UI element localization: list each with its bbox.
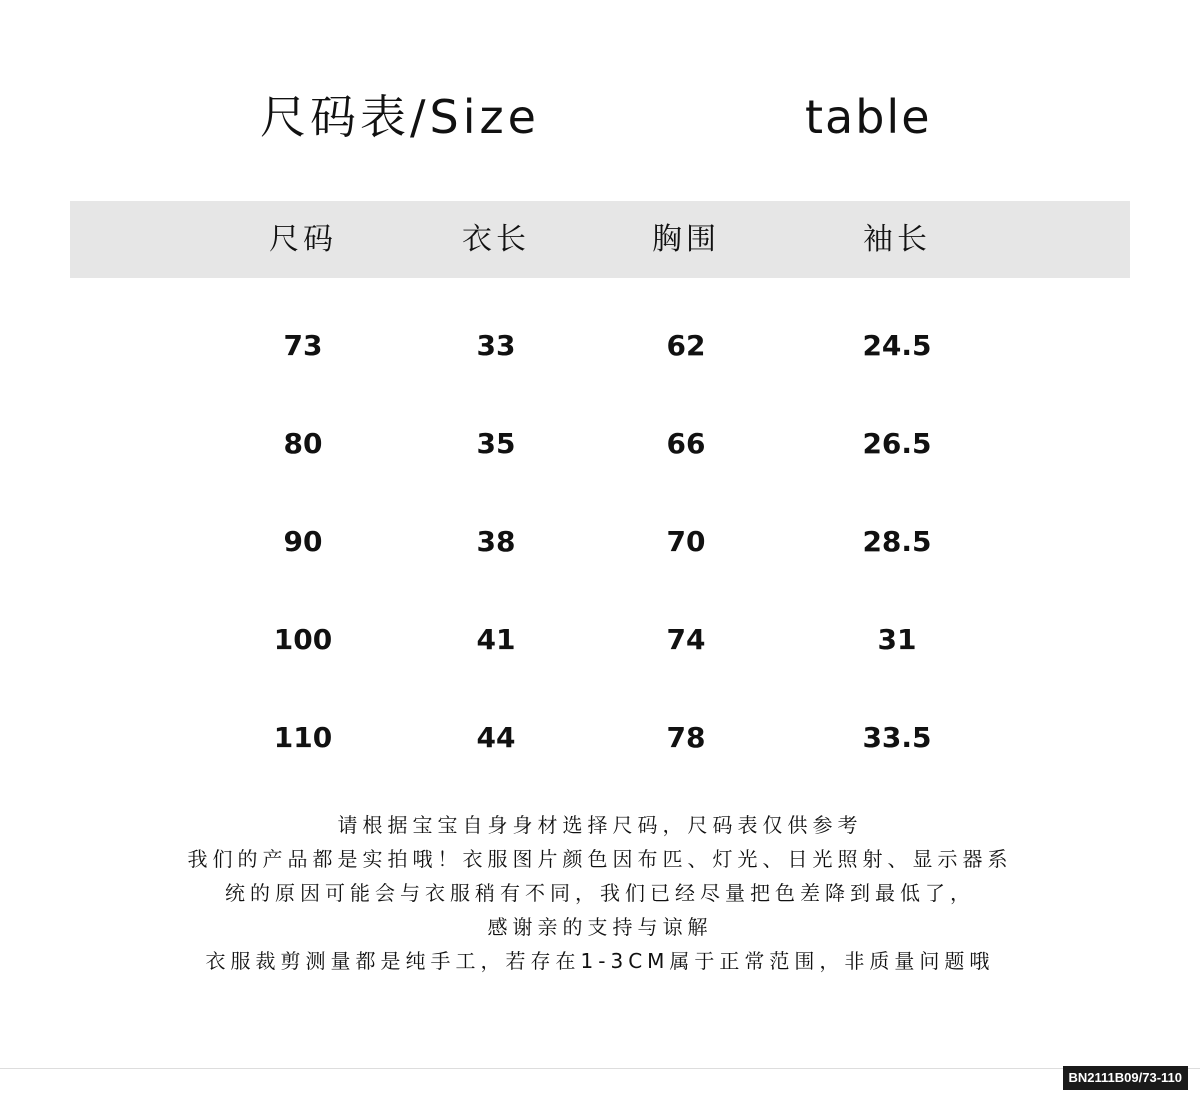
cell-chest: 70 xyxy=(666,525,706,558)
cell-size: 100 xyxy=(273,623,333,656)
cell-size: 80 xyxy=(283,427,323,460)
header-size: 尺码 xyxy=(269,222,337,257)
cell-length: 38 xyxy=(476,525,516,558)
table-row xyxy=(0,512,1200,572)
cell-sleeve: 28.5 xyxy=(862,525,932,558)
size-notes xyxy=(0,808,1200,978)
cell-chest: 62 xyxy=(666,329,706,362)
cell-chest: 78 xyxy=(666,721,706,754)
cell-size: 73 xyxy=(283,329,323,362)
header-length: 衣长 xyxy=(462,222,530,257)
cell-length: 33 xyxy=(476,329,516,362)
cell-chest: 74 xyxy=(666,623,706,656)
table-row xyxy=(0,414,1200,474)
cell-chest: 66 xyxy=(666,427,706,460)
cell-sleeve: 33.5 xyxy=(862,721,932,754)
note-line: 请根据宝宝自身身材选择尺码，尺码表仅供参考 xyxy=(337,813,863,837)
product-code-label: BN2111B09/73-110 xyxy=(1063,1066,1188,1090)
cell-sleeve: 26.5 xyxy=(862,427,932,460)
table-row xyxy=(0,708,1200,768)
footer-divider xyxy=(0,1068,1200,1069)
cell-size: 90 xyxy=(283,525,323,558)
note-line: 衣服裁剪测量都是纯手工，若存在1-3CM属于正常范围，非质量问题哦 xyxy=(205,949,995,973)
cell-length: 41 xyxy=(476,623,516,656)
table-header xyxy=(70,201,1130,278)
title-english: table xyxy=(805,90,932,144)
note-line: 统的原因可能会与衣服稍有不同，我们已经尽量把色差降到最低了， xyxy=(225,881,975,905)
header-sleeve: 袖长 xyxy=(863,222,931,257)
size-table-title xyxy=(0,82,1200,152)
header-chest: 胸围 xyxy=(652,222,720,257)
table-row xyxy=(0,316,1200,376)
note-line: 感谢亲的支持与谅解 xyxy=(487,915,713,939)
title-chinese: 尺码表/Size xyxy=(260,90,540,144)
cell-length: 35 xyxy=(476,427,516,460)
cell-sleeve: 31 xyxy=(877,623,917,656)
cell-size: 110 xyxy=(273,721,333,754)
cell-length: 44 xyxy=(476,721,516,754)
cell-sleeve: 24.5 xyxy=(862,329,932,362)
table-row xyxy=(0,610,1200,670)
note-line: 我们的产品都是实拍哦！衣服图片颜色因布匹、灯光、日光照射、显示器系 xyxy=(187,847,1013,871)
